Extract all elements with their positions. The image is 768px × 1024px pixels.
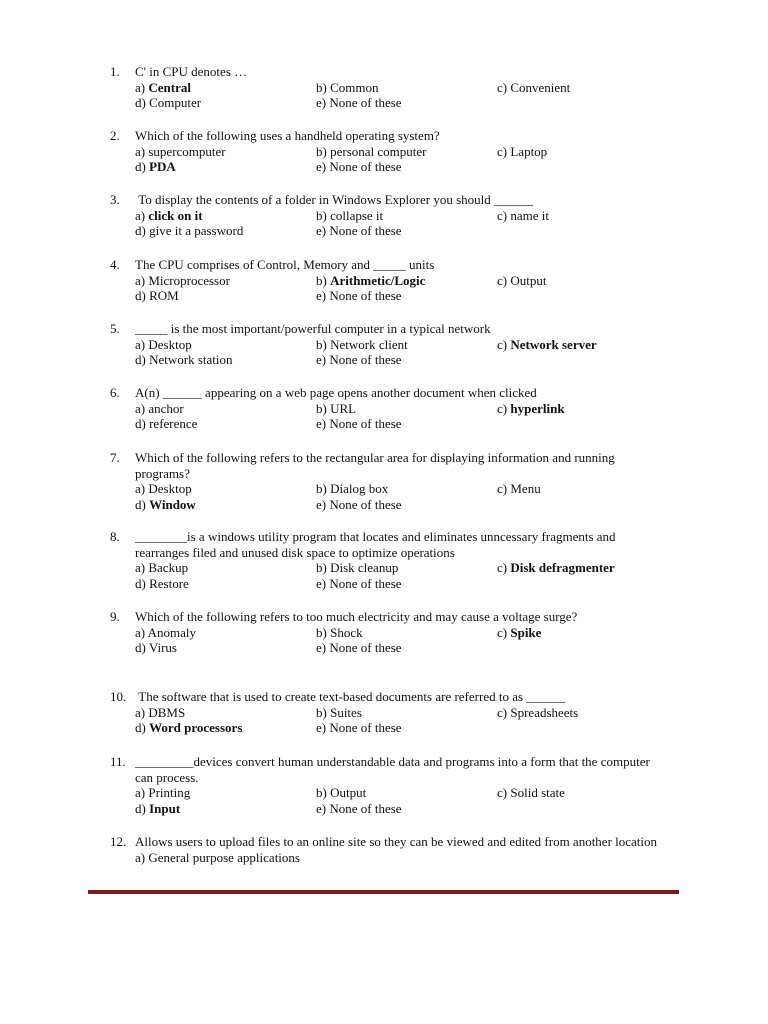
option-text: Common xyxy=(330,79,379,95)
option-letter: c) xyxy=(497,143,511,159)
option-letter: a) xyxy=(135,785,149,800)
correct-answer-text: Arithmetic/Logic xyxy=(330,272,426,288)
option-a xyxy=(135,337,316,353)
option-text: None of these xyxy=(329,95,402,110)
question-number: 2. xyxy=(110,128,120,143)
option-text: None of these xyxy=(329,352,402,367)
option-b xyxy=(316,208,497,224)
option-letter: a) xyxy=(135,336,149,352)
option-text: None of these xyxy=(329,223,402,238)
option-letter: a) xyxy=(135,481,149,496)
option-letter: c) xyxy=(497,400,511,416)
correct-answer-text: click on it xyxy=(148,207,203,223)
question-text: The software that is used to create text-based documents are referred to as ______ xyxy=(135,689,566,704)
option-d xyxy=(135,640,316,656)
option-a xyxy=(135,705,316,721)
option-text: supercomputer xyxy=(148,143,226,159)
options-grid xyxy=(135,401,670,432)
option-b xyxy=(316,625,497,641)
option-text: Computer xyxy=(149,95,202,110)
question-8 xyxy=(110,529,670,591)
option-text: None of these xyxy=(329,720,402,735)
question-number: 7. xyxy=(110,450,120,465)
question-text: Which of the following refers to the rectangular area for displaying information and running programs? xyxy=(135,450,619,481)
option-letter: d) xyxy=(135,159,150,174)
question-text: Which of the following uses a handheld operating system? xyxy=(135,128,440,143)
option-letter: e) xyxy=(316,496,330,512)
question-10 xyxy=(110,689,670,736)
option-e xyxy=(316,223,497,239)
option-letter: c) xyxy=(497,336,511,352)
option-b xyxy=(316,560,497,576)
option-e xyxy=(316,288,497,304)
question-11 xyxy=(110,754,670,816)
option-letter: d) xyxy=(135,416,150,431)
question-line xyxy=(110,450,670,481)
option-letter: c) xyxy=(497,785,511,800)
question-line xyxy=(110,689,670,705)
option-d xyxy=(135,497,316,513)
option-letter: e) xyxy=(316,720,330,735)
option-text: collapse it xyxy=(330,207,384,223)
option-letter: e) xyxy=(316,575,330,591)
option-text: None of these xyxy=(329,575,402,591)
option-letter: b) xyxy=(316,336,331,352)
option-text: Laptop xyxy=(510,143,548,159)
question-number: 10. xyxy=(110,689,127,704)
option-a xyxy=(135,560,316,576)
option-a xyxy=(135,481,316,497)
question-3 xyxy=(110,192,670,239)
option-text: personal computer xyxy=(330,143,427,159)
option-letter: b) xyxy=(316,143,331,159)
option-text: Microprocessor xyxy=(148,272,230,288)
options-grid xyxy=(135,80,670,111)
question-line xyxy=(110,385,670,401)
question-text: Allows users to upload files to an online site so they can be viewed and edited from another location xyxy=(135,834,658,849)
question-6 xyxy=(110,385,670,432)
option-letter: c) xyxy=(497,207,511,223)
option-a xyxy=(135,144,316,160)
options-grid xyxy=(135,273,670,304)
option-text: Backup xyxy=(148,560,189,575)
option-letter: d) xyxy=(135,288,150,303)
option-letter: e) xyxy=(316,352,330,367)
option-e xyxy=(316,159,497,175)
option-letter: b) xyxy=(316,560,331,575)
option-c xyxy=(497,481,647,497)
option-b xyxy=(316,705,497,721)
option-letter: c) xyxy=(497,481,511,496)
option-text: Shock xyxy=(330,624,363,640)
option-letter: b) xyxy=(316,624,331,640)
option-letter: c) xyxy=(497,79,511,95)
options-grid xyxy=(135,144,670,175)
question-12 xyxy=(110,834,670,865)
option-text: Network client xyxy=(330,336,408,352)
question-line xyxy=(110,192,670,208)
option-text: Network station xyxy=(149,352,233,367)
option-letter: b) xyxy=(316,207,331,223)
question-line xyxy=(110,128,670,144)
option-text: Virus xyxy=(148,640,177,655)
option-text: Spreadsheets xyxy=(510,704,579,720)
question-text: To display the contents of a folder in Windows Explorer you should ______ xyxy=(135,192,534,207)
correct-answer-text: Central xyxy=(148,79,191,95)
option-letter: e) xyxy=(316,800,330,816)
question-line xyxy=(110,834,670,850)
option-e xyxy=(316,720,497,736)
option-letter: e) xyxy=(316,95,330,110)
correct-answer-text: PDA xyxy=(149,159,176,174)
option-d xyxy=(135,801,316,817)
option-letter: b) xyxy=(316,272,331,288)
option-text: Convenient xyxy=(510,79,571,95)
option-text: None of these xyxy=(329,640,402,655)
option-a xyxy=(135,625,316,641)
option-b xyxy=(316,144,497,160)
correct-answer-text: hyperlink xyxy=(510,400,565,416)
option-e xyxy=(316,497,497,513)
option-e xyxy=(316,95,497,111)
option-text: reference xyxy=(149,416,198,431)
question-number: 12. xyxy=(110,834,127,849)
option-text: anchor xyxy=(148,400,184,416)
option-letter: d) xyxy=(135,640,149,655)
option-text: None of these xyxy=(329,800,402,816)
option-text: give it a password xyxy=(149,223,244,238)
option-text: Desktop xyxy=(148,336,192,352)
options-grid xyxy=(135,705,670,736)
option-d xyxy=(135,720,316,736)
option-c xyxy=(497,625,647,641)
option-e xyxy=(316,416,497,432)
correct-answer-text: Disk defragmenter xyxy=(510,560,615,575)
option-text: Anomaly xyxy=(147,624,197,640)
option-e xyxy=(316,801,497,817)
option-letter: b) xyxy=(316,785,331,800)
question-number: 1. xyxy=(110,64,120,79)
options-grid xyxy=(135,481,670,512)
option-b xyxy=(316,785,497,801)
option-text: Printing xyxy=(148,785,191,800)
question-line xyxy=(110,529,670,560)
options-grid xyxy=(135,208,670,239)
question-number: 4. xyxy=(110,257,120,272)
option-b xyxy=(316,80,497,96)
option-text: None of these xyxy=(329,159,402,174)
option-text: Output xyxy=(510,272,547,288)
option-d xyxy=(135,95,316,111)
question-7 xyxy=(110,450,670,512)
option-c xyxy=(497,705,647,721)
option-text: name it xyxy=(510,207,549,223)
option-text: URL xyxy=(330,400,357,416)
options-grid xyxy=(135,560,670,591)
correct-answer-text: Window xyxy=(149,496,196,512)
option-letter: b) xyxy=(316,704,331,720)
option-letter: d) xyxy=(135,800,150,816)
question-5 xyxy=(110,321,670,368)
options-grid xyxy=(135,337,670,368)
question-number: 3. xyxy=(110,192,120,207)
option-letter: d) xyxy=(135,720,150,735)
option-c xyxy=(497,80,647,96)
option-text: Restore xyxy=(149,575,189,591)
question-line xyxy=(110,609,670,625)
question-number: 11. xyxy=(110,754,126,769)
options-grid xyxy=(135,625,670,656)
option-letter: e) xyxy=(316,223,330,238)
option-letter: c) xyxy=(497,704,511,720)
options-grid xyxy=(135,785,670,816)
option-a xyxy=(135,401,316,417)
option-d xyxy=(135,159,316,175)
option-letter: e) xyxy=(316,159,330,174)
option-d xyxy=(135,352,316,368)
option-b xyxy=(316,401,497,417)
footer-divider xyxy=(88,890,679,894)
question-9 xyxy=(110,609,670,656)
option-a xyxy=(135,850,316,866)
option-b xyxy=(316,273,497,289)
option-letter: e) xyxy=(316,416,330,431)
option-c xyxy=(497,337,647,353)
option-b xyxy=(316,337,497,353)
option-letter: c) xyxy=(497,560,511,575)
question-number: 9. xyxy=(110,609,120,624)
question-number: 6. xyxy=(110,385,120,400)
correct-answer-text: Network server xyxy=(510,336,597,352)
options-grid xyxy=(135,850,670,866)
option-letter: a) xyxy=(135,272,149,288)
option-letter: a) xyxy=(135,143,149,159)
option-letter: c) xyxy=(497,624,511,640)
question-1 xyxy=(110,64,670,111)
option-letter: d) xyxy=(135,352,150,367)
option-letter: e) xyxy=(316,640,330,655)
question-line xyxy=(110,257,670,273)
option-text: Desktop xyxy=(148,481,192,496)
option-text: ROM xyxy=(149,288,179,303)
option-text: Suites xyxy=(330,704,362,720)
option-e xyxy=(316,352,497,368)
option-e xyxy=(316,576,497,592)
option-letter: b) xyxy=(316,400,331,416)
option-letter: a) xyxy=(135,560,149,575)
option-e xyxy=(316,640,497,656)
option-c xyxy=(497,785,647,801)
option-text: Dialog box xyxy=(330,481,389,496)
option-a xyxy=(135,80,316,96)
correct-answer-text: Spike xyxy=(510,624,542,640)
option-d xyxy=(135,576,316,592)
option-d xyxy=(135,416,316,432)
question-text: Which of the following refers to too much electricity and may cause a voltage surge? xyxy=(135,609,578,624)
option-letter: a) xyxy=(135,207,149,223)
option-text: Menu xyxy=(510,481,541,496)
option-letter: b) xyxy=(316,481,331,496)
option-a xyxy=(135,273,316,289)
question-text: C' in CPU denotes … xyxy=(135,64,248,79)
option-b xyxy=(316,481,497,497)
question-text: _____ is the most important/powerful computer in a typical network xyxy=(135,321,491,336)
option-letter: a) xyxy=(135,79,149,95)
option-c xyxy=(497,401,647,417)
option-letter: a) xyxy=(135,624,148,640)
option-text: None of these xyxy=(329,416,402,431)
option-text: General purpose applications xyxy=(148,849,300,865)
option-letter: b) xyxy=(316,79,331,95)
option-c xyxy=(497,560,647,576)
option-letter: d) xyxy=(135,223,150,238)
question-line xyxy=(110,754,670,785)
question-2 xyxy=(110,128,670,175)
option-a xyxy=(135,208,316,224)
option-text: Disk cleanup xyxy=(330,560,399,575)
option-c xyxy=(497,144,647,160)
option-a xyxy=(135,785,316,801)
question-line xyxy=(110,321,670,337)
question-4 xyxy=(110,257,670,304)
option-letter: d) xyxy=(135,575,150,591)
option-d xyxy=(135,223,316,239)
question-text: _________devices convert human understandable data and programs into a form that the computer can process. xyxy=(135,754,654,785)
option-letter: c) xyxy=(497,272,511,288)
option-d xyxy=(135,288,316,304)
option-c xyxy=(497,273,647,289)
option-letter: a) xyxy=(135,400,149,416)
question-text: The CPU comprises of Control, Memory and _____ units xyxy=(135,257,435,272)
question-number: 5. xyxy=(110,321,120,336)
option-text: None of these xyxy=(329,288,402,303)
option-letter: a) xyxy=(135,849,149,865)
question-number: 8. xyxy=(110,529,120,544)
option-c xyxy=(497,208,647,224)
option-text: DBMS xyxy=(148,704,186,720)
option-letter: d) xyxy=(135,95,150,110)
question-text: ________is a windows utility program that locates and eliminates unncessary fragments and rearranges filed and unused disk space to optimize operations xyxy=(135,529,619,560)
correct-answer-text: Input xyxy=(149,800,181,816)
question-line xyxy=(110,64,670,80)
correct-answer-text: Word processors xyxy=(149,720,243,735)
option-text: Output xyxy=(330,785,367,800)
option-text: None of these xyxy=(329,496,402,512)
option-letter: e) xyxy=(316,288,330,303)
option-letter: d) xyxy=(135,496,150,512)
option-letter: a) xyxy=(135,704,149,720)
question-text: A(n) ______ appearing on a web page opens another document when clicked xyxy=(135,385,537,400)
option-text: Solid state xyxy=(510,785,565,800)
